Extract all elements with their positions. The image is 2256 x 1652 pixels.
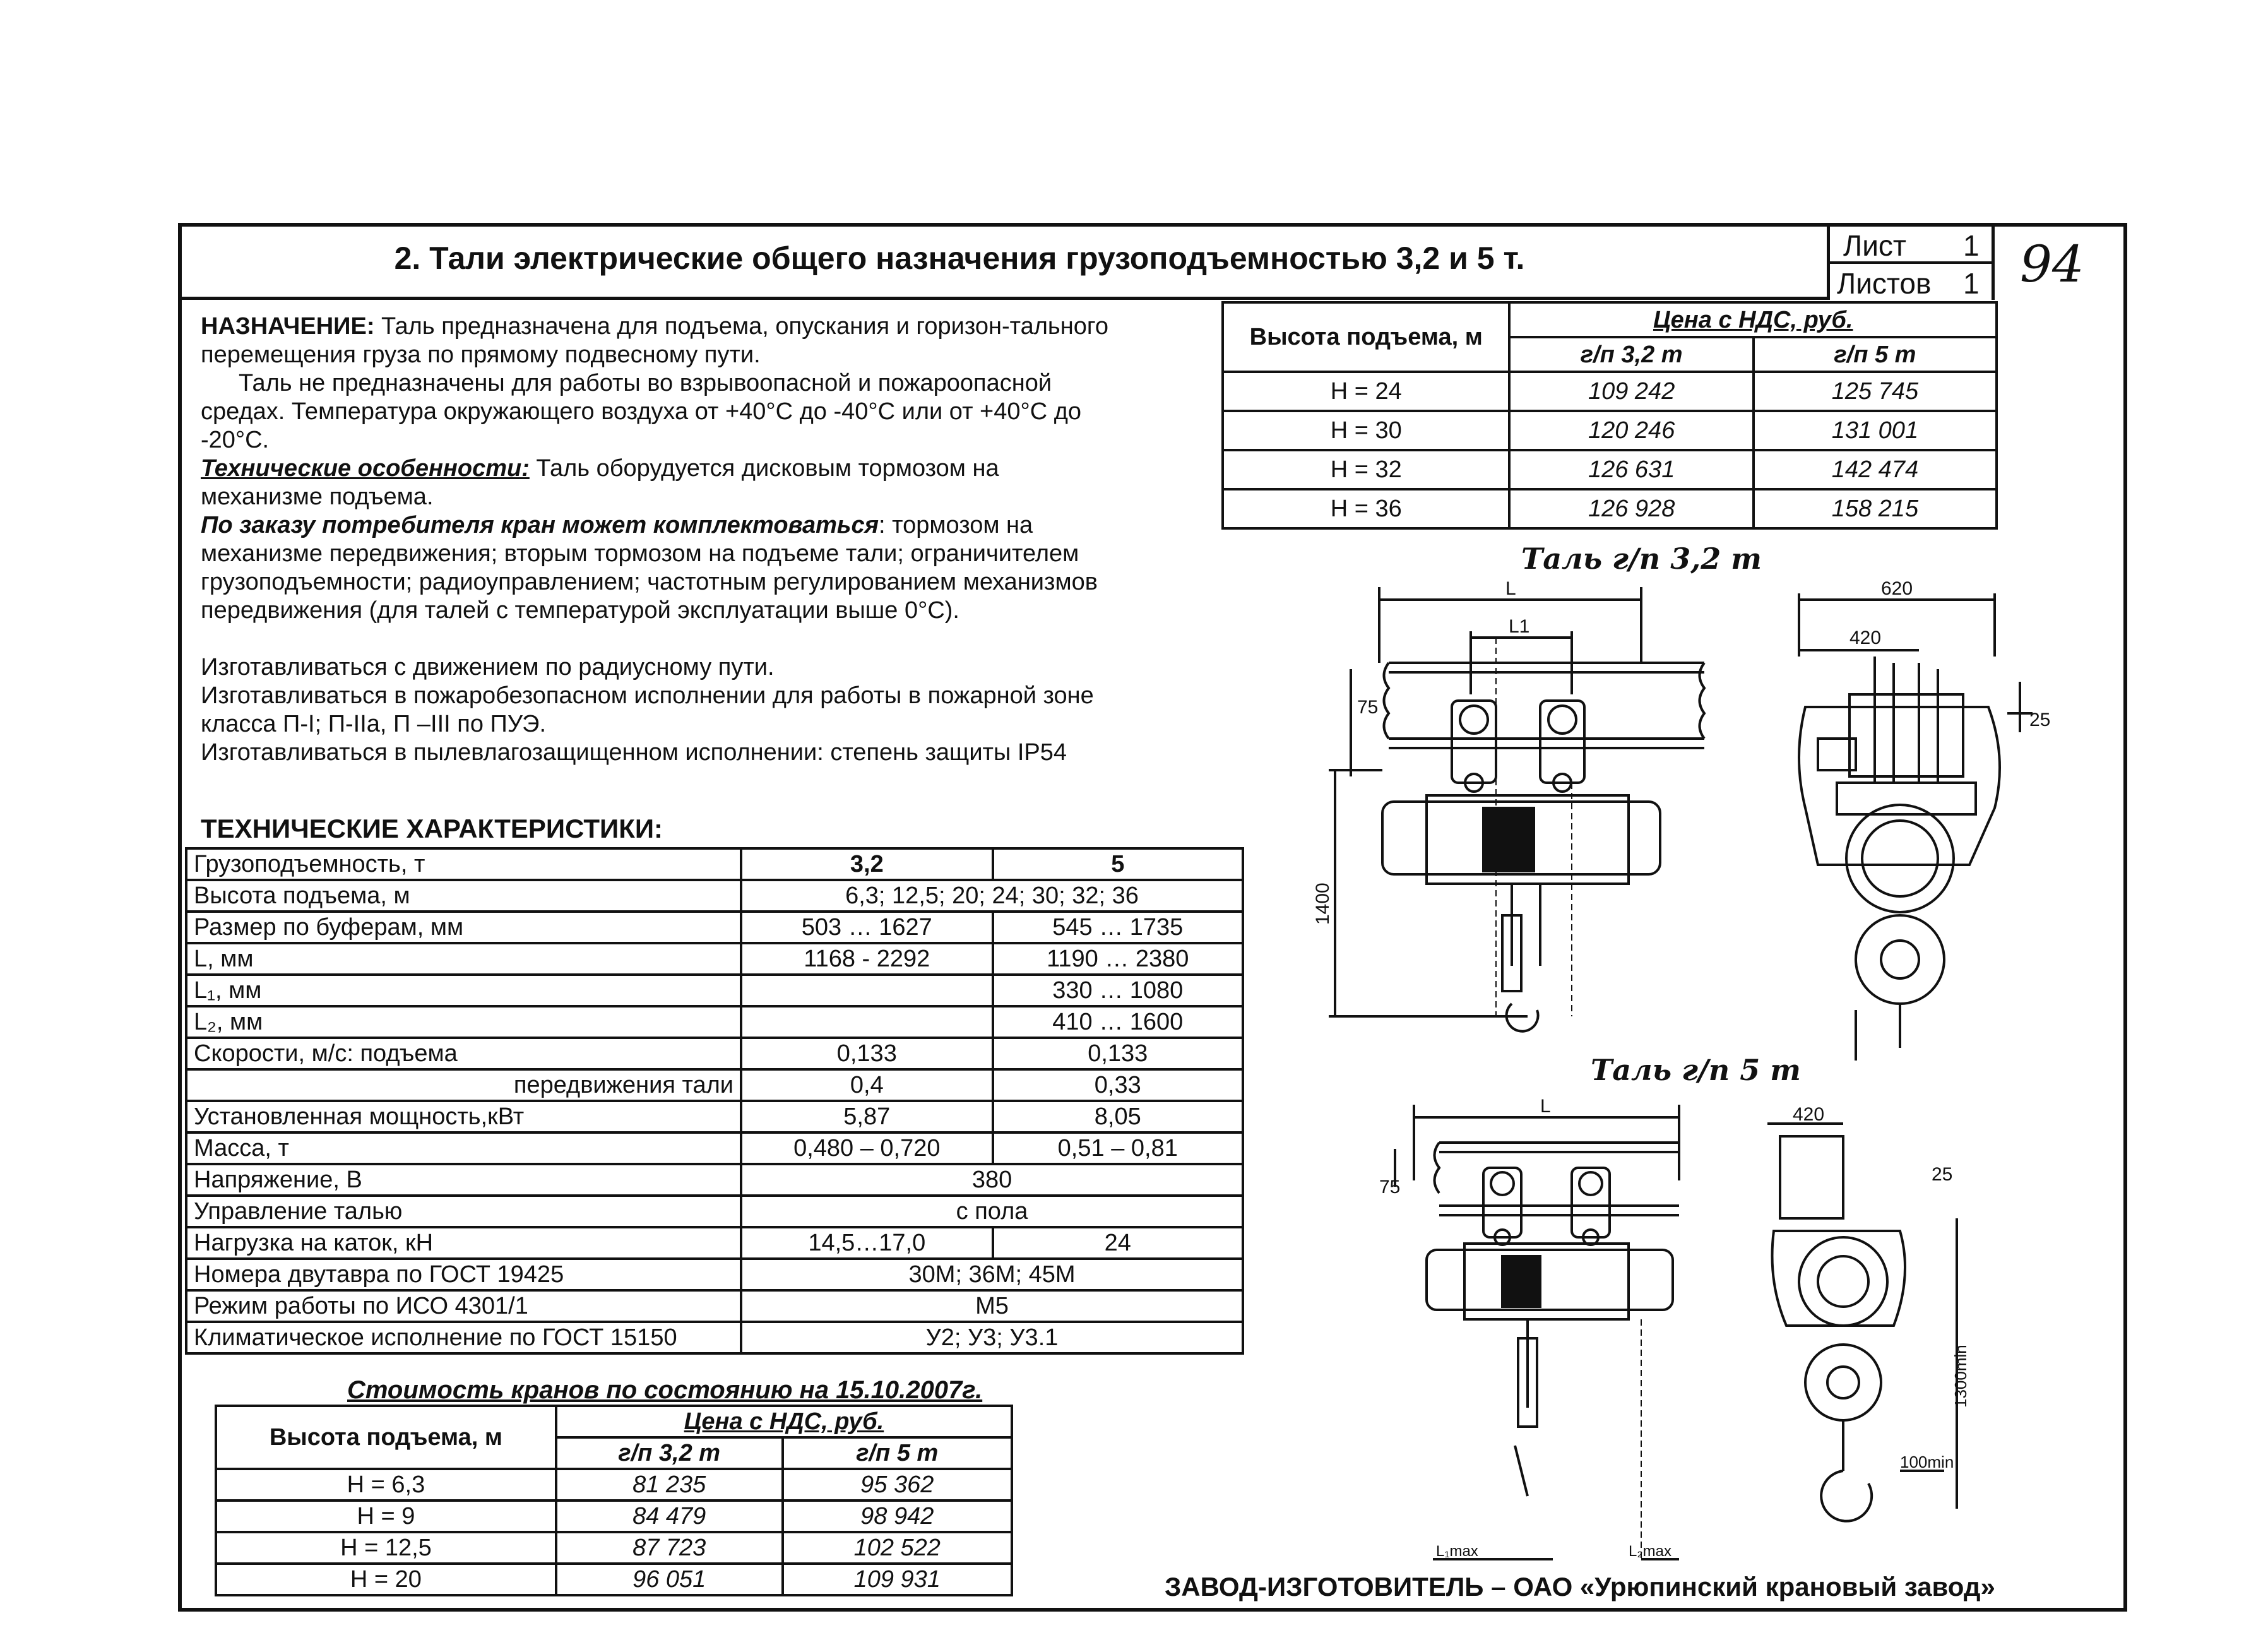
spec-label: L₂, мм	[186, 1006, 741, 1038]
dim-420: 420	[1793, 1105, 1825, 1125]
spec-label: Грузоподъемность, т	[186, 848, 741, 880]
spec-label: Климатическое исполнение по ГОСТ 15150	[186, 1322, 741, 1353]
spec-row	[186, 1101, 1243, 1132]
price-cell: 158 215	[1754, 489, 1997, 528]
spec-row	[186, 1006, 1243, 1038]
height-cell: H = 30	[1223, 411, 1509, 450]
col-a-header: г/п 3,2 т	[556, 1437, 783, 1469]
hoist-3-2-front-drawing	[1300, 574, 1730, 1067]
price-cell: 102 522	[783, 1532, 1012, 1564]
spec-label: передвижения тали	[186, 1069, 741, 1101]
dim-75: 75	[1357, 697, 1379, 718]
price-cell: 120 246	[1509, 411, 1753, 450]
tech-text: Таль оборудуется дисковым тормозом на механизме подъема.	[201, 455, 999, 510]
spec-label: Нагрузка на каток, кН	[186, 1227, 741, 1259]
spec-value: 330 … 1080	[993, 975, 1243, 1006]
spec-row	[186, 975, 1243, 1006]
spec-value: 410 … 1600	[993, 1006, 1243, 1038]
dim-L: L	[1540, 1096, 1551, 1117]
height-cell: H = 20	[216, 1564, 556, 1595]
caption-hoist-3-2: Таль г/п 3,2 т	[1521, 542, 1762, 576]
spec-value: 545 … 1735	[993, 912, 1243, 943]
height-cell: H = 32	[1223, 450, 1509, 489]
spec-value: 3,2	[741, 848, 992, 880]
spec-label: Высота подъема, м	[186, 880, 741, 912]
price-table-bottom	[215, 1405, 1013, 1596]
col-a-header: г/п 3,2 т	[1509, 337, 1753, 372]
handwritten-page-number: 94	[2020, 235, 2084, 294]
specs-title: ТЕХНИЧЕСКИЕ ХАРАКТЕРИСТИКИ:	[201, 814, 663, 843]
spec-value: 0,480 – 0,720	[741, 1132, 992, 1164]
environment-note: Таль не предназначены для работы во взрывоопасной и пожароопасной средах. Температура окружающего воздуха от +40°С до -40°С или от +40°С до -20°С.	[201, 370, 1081, 453]
height-cell: H = 36	[1223, 489, 1509, 528]
caption-hoist-5: Таль г/п 5 т	[1591, 1053, 1801, 1087]
price-cell: 126 928	[1509, 489, 1753, 528]
spec-value: М5	[741, 1290, 1243, 1322]
dim-75: 75	[1379, 1177, 1401, 1197]
dim-l2max: L₂max	[1629, 1543, 1672, 1560]
col-b-header: г/п 5 т	[783, 1437, 1012, 1469]
page-title: 2. Тали электрические общего назначения грузоподъемностью 3,2 и 5 т.	[394, 241, 1525, 276]
sheet-value: 1	[1963, 229, 1980, 262]
spec-value: 5	[993, 848, 1243, 880]
spec-value: 503 … 1627	[741, 912, 992, 943]
spec-row	[186, 1132, 1243, 1164]
spec-value: 0,51 – 0,81	[993, 1132, 1243, 1164]
spec-row	[186, 1069, 1243, 1101]
col-price-header: Цена с НДС, руб.	[1509, 302, 1997, 337]
spec-row	[186, 912, 1243, 943]
price-cell: 125 745	[1754, 372, 1997, 411]
spec-label: L₁, мм	[186, 975, 741, 1006]
dim-1400: 1400	[1312, 882, 1333, 925]
spec-row	[186, 1038, 1243, 1069]
spec-value: 380	[741, 1164, 1243, 1196]
hoist-5-side-drawing	[1755, 1105, 1982, 1534]
spec-label: Размер по буферам, мм	[186, 912, 741, 943]
height-cell: H = 6,3	[216, 1469, 556, 1500]
price-caption: Стоимость кранов по состоянию на 15.10.2007г.	[347, 1376, 983, 1404]
dim-25: 25	[1932, 1164, 1953, 1185]
price-cell: 87 723	[556, 1532, 783, 1564]
price-cell: 131 001	[1754, 411, 1997, 450]
spec-label: Установленная мощность,кВт	[186, 1101, 741, 1132]
spec-value: 1168 - 2292	[741, 943, 992, 975]
height-cell: H = 9	[216, 1500, 556, 1532]
price-cell: 95 362	[783, 1469, 1012, 1500]
dim-25: 25	[2029, 710, 2051, 730]
spec-value: 0,4	[741, 1069, 992, 1101]
sheets-value: 1	[1963, 267, 1980, 300]
spec-row	[186, 1196, 1243, 1227]
spec-value: 5,87	[741, 1101, 992, 1132]
spec-row	[186, 848, 1243, 880]
spec-label: Напряжение, В	[186, 1164, 741, 1196]
price-table-top	[1221, 301, 1998, 530]
spec-value: 0,33	[993, 1069, 1243, 1101]
price-cell: 98 942	[783, 1500, 1012, 1532]
spec-row	[186, 1322, 1243, 1353]
spec-label: Скорости, м/с: подъема	[186, 1038, 741, 1069]
spec-value: 0,133	[741, 1038, 992, 1069]
price-cell: 81 235	[556, 1469, 783, 1500]
price-cell: 96 051	[556, 1564, 783, 1595]
purpose-text: Таль предназначена для подъема, опускания и горизон-тального перемещения груза по прямому подвесному пути.	[201, 313, 1109, 368]
spec-value: 8,05	[993, 1101, 1243, 1132]
spec-label: Масса, т	[186, 1132, 741, 1164]
price-cell: 126 631	[1509, 450, 1753, 489]
purpose-label: НАЗНАЧЕНИЕ:	[201, 313, 375, 340]
sheets-label: Листов	[1837, 267, 1932, 300]
spec-row	[186, 1290, 1243, 1322]
spec-row	[186, 880, 1243, 912]
height-cell: H = 12,5	[216, 1532, 556, 1564]
tech-paragraph	[201, 455, 1110, 511]
col-height-header: Высота подъема, м	[1223, 302, 1509, 372]
spec-value: 6,3; 12,5; 20; 24; 30; 32; 36	[741, 880, 1243, 912]
spec-label: L, мм	[186, 943, 741, 975]
specs-table	[185, 847, 1244, 1355]
option-fireproof: Изготавливаться в пожаробезопасном исполнении для работы в пожарной зоне класса П-I; П-IIа, П –III по ПУЭ.	[201, 682, 1094, 737]
sheet-label: Лист	[1843, 229, 1906, 262]
spec-row	[186, 1164, 1243, 1196]
purpose-paragraph	[201, 312, 1110, 369]
dim-100min: 100min	[1900, 1453, 1954, 1471]
spec-value: 1190 … 2380	[993, 943, 1243, 975]
hoist-3-2-side-drawing	[1780, 581, 2058, 1061]
dim-620: 620	[1881, 581, 1913, 599]
spec-row	[186, 1259, 1243, 1290]
spec-label: Номера двутавра по ГОСТ 19425	[186, 1259, 741, 1290]
spec-label: Режим работы по ИСО 4301/1	[186, 1290, 741, 1322]
spec-value: У2; У3; У3.1	[741, 1322, 1243, 1353]
price-cell: 109 242	[1509, 372, 1753, 411]
dim-420: 420	[1849, 627, 1882, 648]
hoist-5-front-drawing	[1376, 1092, 1704, 1566]
col-b-header: г/п 5 т	[1754, 337, 1997, 372]
dim-l1max: L₁max	[1436, 1543, 1478, 1560]
price-cell: 84 479	[556, 1500, 783, 1532]
spec-value: 24	[993, 1227, 1243, 1259]
manufacturer-footer: ЗАВОД-ИЗГОТОВИТЕЛЬ – ОАО «Урюпинский крановый завод»	[1165, 1572, 1995, 1601]
order-text: : тормозом на механизме передвижения; вторым тормозом на подъеме тали; ограничителем грузоподъемности; радиоуправлением; частотным регулированием механизмов передвижения (для талей с температурой эксплуатации выше 0°С).	[201, 512, 1098, 624]
dim-L1: L1	[1509, 616, 1530, 637]
spec-label: Управление талью	[186, 1196, 741, 1227]
col-price-header: Цена с НДС, руб.	[556, 1406, 1012, 1437]
order-label: По заказу потребителя кран может комплектоваться	[201, 512, 879, 538]
spec-value: с пола	[741, 1196, 1243, 1227]
height-cell: H = 24	[1223, 372, 1509, 411]
option-ip54: Изготавливаться в пылевлагозащищенном исполнении: степень защиты IP54	[201, 739, 1067, 766]
col-height-header: Высота подъема, м	[216, 1406, 556, 1469]
spec-value: 30М; 36М; 45М	[741, 1259, 1243, 1290]
price-cell: 142 474	[1754, 450, 1997, 489]
option-radius: Изготавливаться с движением по радиусному пути.	[201, 654, 775, 680]
spec-value	[741, 1006, 992, 1038]
spec-row	[186, 1227, 1243, 1259]
dim-L: L	[1505, 578, 1516, 599]
spec-value: 14,5…17,0	[741, 1227, 992, 1259]
tech-label: Технические особенности:	[201, 455, 530, 482]
order-paragraph	[201, 511, 1110, 625]
spec-value: 0,133	[993, 1038, 1243, 1069]
spec-value	[741, 975, 992, 1006]
price-cell: 109 931	[783, 1564, 1012, 1595]
spec-row	[186, 943, 1243, 975]
dim-1300min: 1300min	[1951, 1345, 1970, 1408]
